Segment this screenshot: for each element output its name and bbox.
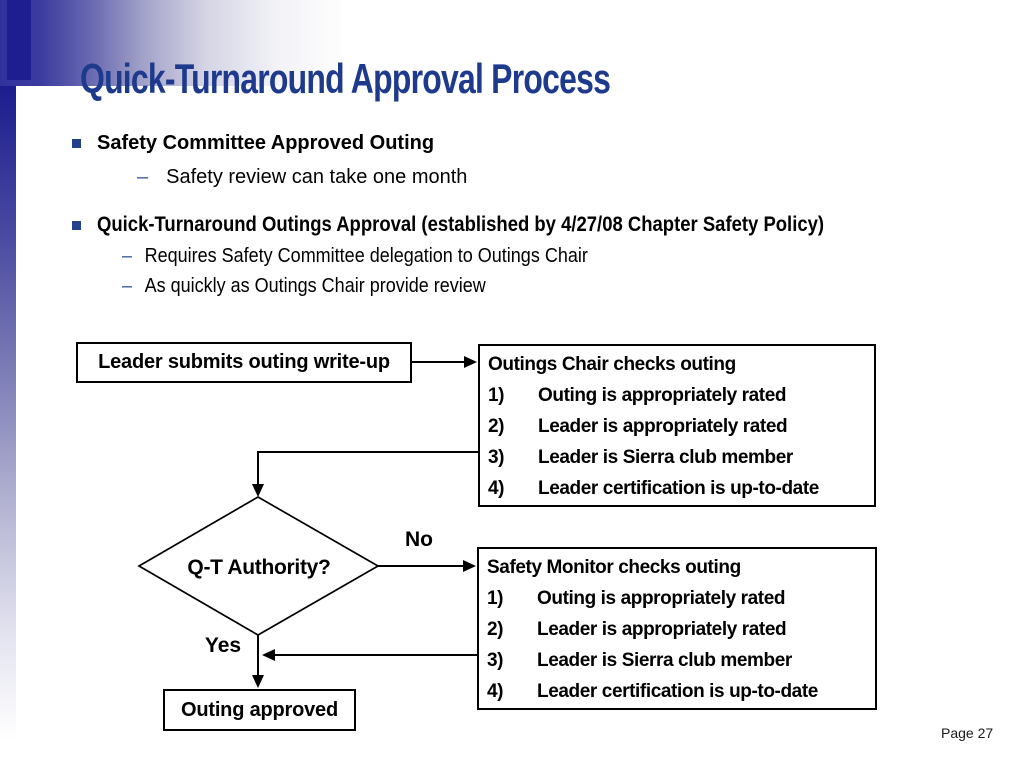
check-item xyxy=(488,380,868,411)
item-number: 3) xyxy=(487,650,504,671)
decision-label: Q-T Authority? xyxy=(187,556,331,579)
item-text: Leader certification is up-to-date xyxy=(538,478,819,499)
check-item xyxy=(487,583,869,614)
connector-outings-to-decision xyxy=(258,452,478,485)
no-branch-label: No xyxy=(405,528,433,551)
bullet-label: Safety Committee Approved Outing xyxy=(97,132,435,154)
item-text: Leader is appropriately rated xyxy=(537,619,787,640)
item-text: Leader is Sierra club member xyxy=(537,650,792,671)
check-item xyxy=(488,473,868,504)
check-item xyxy=(488,411,868,442)
flow-start-label: Leader submits outing write-up xyxy=(98,351,390,373)
check-box-title: Outings Chair checks outing xyxy=(488,354,736,375)
arrowhead-right-icon xyxy=(464,356,477,368)
check-item xyxy=(487,645,869,676)
sub-bullet-label: As quickly as Outings Chair provide review xyxy=(144,275,486,297)
dash-bullet-icon: – xyxy=(122,275,133,297)
item-text: Outing is appropriately rated xyxy=(538,385,787,406)
flow-start-box xyxy=(76,342,412,383)
item-text: Leader is Sierra club member xyxy=(538,447,793,468)
page-number: Page 27 xyxy=(941,725,994,741)
item-number: 3) xyxy=(488,447,505,468)
flow-approved-label: Outing approved xyxy=(180,698,338,721)
dash-bullet-icon: – xyxy=(137,166,149,188)
item-number: 4) xyxy=(488,478,505,499)
item-text: Leader is appropriately rated xyxy=(538,416,788,437)
item-number: 4) xyxy=(487,681,504,702)
flow-approved-box xyxy=(163,689,356,731)
arrowhead-left-icon xyxy=(262,649,275,661)
item-number: 2) xyxy=(487,619,504,640)
yes-branch-label: Yes xyxy=(204,634,242,657)
check-item xyxy=(488,442,868,473)
dash-bullet-icon: – xyxy=(122,245,133,267)
arrowhead-down-icon xyxy=(252,675,264,688)
item-number: 1) xyxy=(487,588,504,609)
sub-bullet-label: Requires Safety Committee delegation to Outings Chair xyxy=(144,245,588,267)
flow-monitor-check-box xyxy=(477,547,877,710)
item-text: Outing is appropriately rated xyxy=(537,588,786,609)
item-text: Leader certification is up-to-date xyxy=(537,681,818,702)
check-box-title: Safety Monitor checks outing xyxy=(487,557,741,578)
arrowhead-down-icon xyxy=(252,484,264,497)
item-number: 1) xyxy=(488,385,505,406)
item-number: 2) xyxy=(488,416,505,437)
arrowhead-right-icon xyxy=(463,560,476,572)
bullet-label: Quick-Turnaround Outings Approval (established by 4/27/08 Chapter Safety Policy) xyxy=(97,213,825,236)
sub-bullet-label: Safety review can take one month xyxy=(166,166,468,188)
page-title: Quick-Turnaround Approval Process xyxy=(80,55,611,102)
flow-outings-check-box xyxy=(478,344,876,507)
check-item xyxy=(487,614,869,645)
check-item xyxy=(487,676,869,707)
